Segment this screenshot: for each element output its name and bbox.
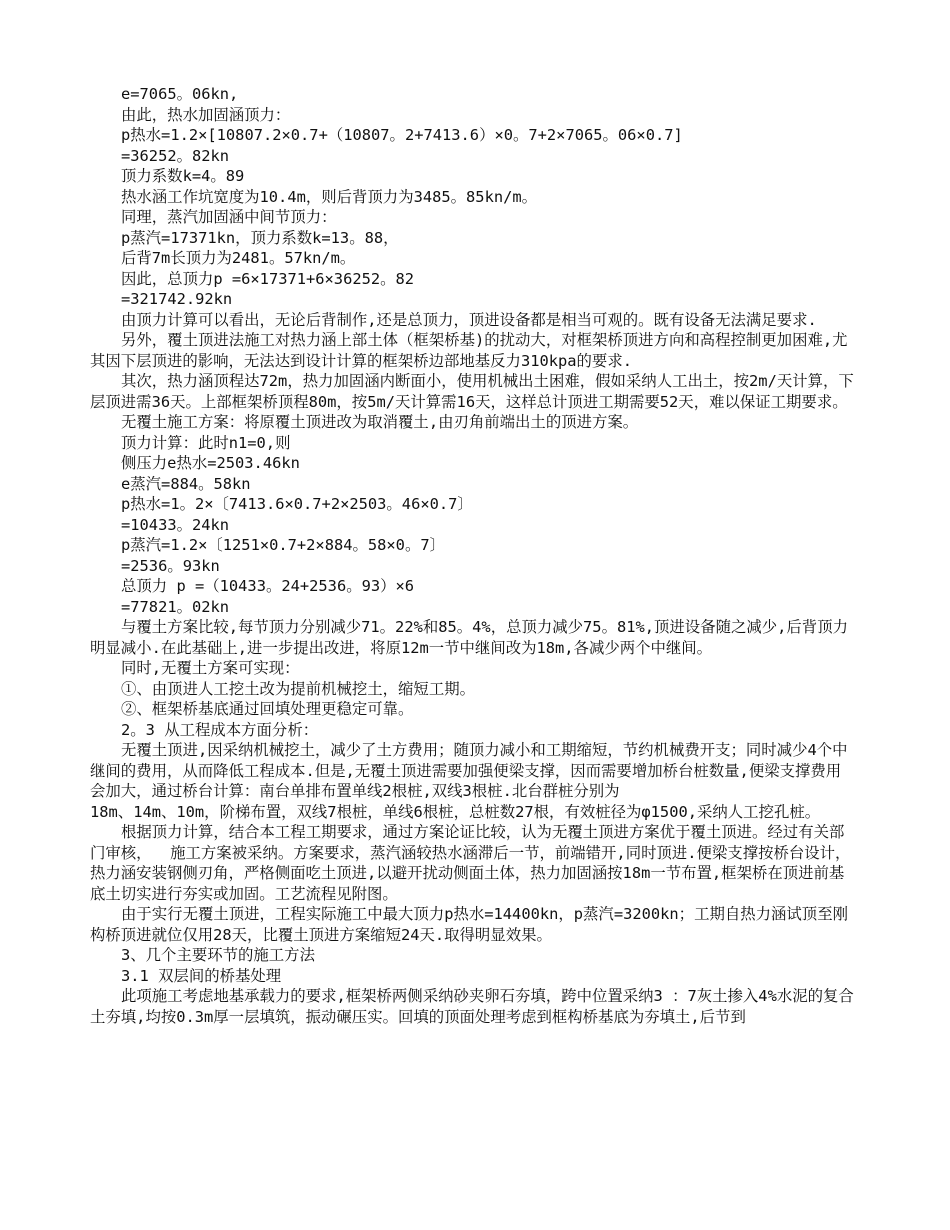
text-line: 由此，热水加固涵顶力： — [121, 105, 291, 124]
paragraph: 此项施工考虑地基承载力的要求,框架桥两侧采纳砂夹卵石夯填，跨中位置采纳3 ：7灰土掺入4%水泥的复合土夯填,均按0.3m厚一层填筑，振动碾压实。回填的顶面处理考虑到框构桥基底为夯填土,后节到 — [90, 987, 854, 1026]
list-item: ①、由顶进人工挖土改为提前机械挖土，缩短工期。 — [121, 679, 475, 698]
text-line: 后背7m长顶力为2481。57kn/m。 — [121, 249, 356, 267]
paragraph: 由顶力计算可以看出，无论后背制作,还是总顶力，顶进设备都是相当可观的。既有设备无法满足要求. — [121, 310, 817, 329]
calc-line: 顶力计算：此时n1=0,则 — [121, 433, 291, 452]
calc-line: =10433。24kn — [121, 515, 230, 534]
paragraph: 无覆土施工方案：将原覆土顶进改为取消覆土,由刃角前端出土的顶进方案。 — [121, 413, 639, 431]
formula-line: 因此，总顶力p =6×17371+6×36252。82 — [121, 269, 415, 288]
formula-line: =321742.92kn — [121, 290, 233, 308]
text-line: 同理，蒸汽加固涵中间节顶力： — [121, 208, 337, 226]
paragraph: 18m、14m、10m，阶梯布置，双线7根桩，单线6根桩，总桩数27根，有效桩径为φ1500,采纳人工挖孔桩。 — [90, 802, 821, 821]
calc-line: 侧压力e热水=2503.46kn — [121, 454, 300, 472]
text-line: 热水涵工作坑宽度为10.4m，则后背顶力为3485。85kn/m。 — [121, 187, 538, 206]
paragraph: 无覆土顶进,因采纳机械挖土，减少了土方费用；随顶力减小和工期缩短，节约机械费开支；同时减少4个中继间的费用，从而降低工程成本.但是,无覆土顶进需要加强便梁支撑，因而需要增加桥台桩数量,便梁支撑费用会加大，通过桥台计算：南台单排布置单线2根桩,双线3根桩.北台群桩分别为 — [90, 741, 848, 800]
paragraph: 另外，覆土顶进法施工对热力涵上部土体（框架桥基)的扰动大，对框架桥顶进方向和高程控制更加困难,尤其因下层顶进的影响，无法达到设计计算的框架桥边部地基反力310kpa的要求. — [90, 331, 848, 370]
calc-line: p热水=1。2×〔7413.6×0.7+2×2503。46×0.7〕 — [121, 495, 473, 513]
calc-line: =77821。02kn — [121, 597, 230, 616]
calc-line: e蒸汽=884。58kn — [121, 474, 251, 493]
formula-line: =36252。82kn — [121, 146, 230, 165]
section-heading: 2。3 从工程成本方面分析： — [121, 720, 319, 739]
text-line: 顶力系数k=4。89 — [121, 167, 245, 185]
paragraph: 由于实行无覆土顶进，工程实际施工中最大顶力p热水=14400kn，p蒸汽=3200kn；工期自热力涵试顶至刚构桥顶进就位仅用28天，比覆土顶进方案缩短24天.取得明显效果。 — [90, 905, 848, 944]
text-line: e=7065。06kn, — [121, 85, 239, 103]
calc-line: =2536。93kn — [121, 556, 220, 575]
calc-line: p蒸汽=1.2×〔1251×0.7+2×884。58×0。7〕 — [121, 536, 445, 554]
document-body — [90, 84, 856, 1027]
calc-line: 总顶力 p =（10433。24+2536。93）×6 — [121, 577, 415, 595]
paragraph: 其次，热力涵顶程达72m，热力加固涵内断面小，使用机械出土困难，假如采纳人工出土，按2m/天计算，下层顶进需36天。上部框架桥顶程80m，按5m/天计算需16天，这样总计顶进工期需要52天，难以保证工期要求。 — [90, 372, 854, 411]
formula-line: p热水=1.2×[10807.2×0.7+（10807。2+7413.6）×0。7+2×7065。06×0.7] — [121, 126, 683, 144]
paragraph: 同时,无覆土方案可实现： — [121, 659, 300, 677]
list-item: ②、框架桥基底通过回填处理更稳定可靠。 — [121, 700, 414, 718]
paragraph: 根据顶力计算，结合本工程工期要求，通过方案论证比较，认为无覆土顶进方案优于覆土顶进。经过有关部门审核， 施工方案被采纳。方案要求，蒸汽涵较热水涵滞后一节，前端错开,同时顶进.便梁支撑按桥台设计，热力涵安装钢侧刃角，严格侧面吃土顶进,以避开扰动侧面土体，热力加固涵按18m一节布置,框架桥在顶进前基底土切实进行夯实或加固。工艺流程见附图。 — [90, 823, 851, 903]
subsection-heading: 3.1 双层间的桥基处理 — [121, 966, 282, 985]
section-heading: 3、几个主要环节的施工方法 — [121, 946, 315, 964]
text-line: p蒸汽=17371kn，顶力系数k=13。88， — [121, 228, 399, 247]
paragraph: 与覆土方案比较,每节顶力分别减少71。22%和85。4%，总顶力减少75。81%,顶进设备随之减少,后背顶力明显减小.在此基础上,进一步提出改进，将原12m一节中继间改为18m,各减少两个中继间。 — [90, 618, 848, 657]
